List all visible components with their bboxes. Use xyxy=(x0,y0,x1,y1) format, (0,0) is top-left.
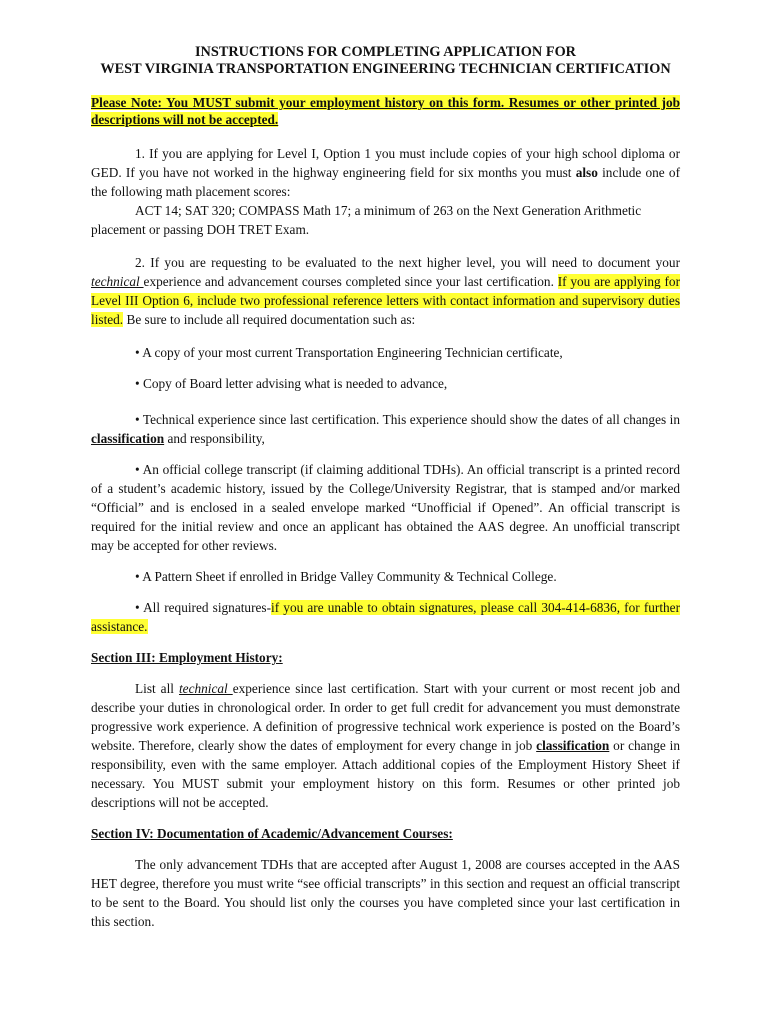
bullet-6-text-a: • All required signatures- xyxy=(135,600,272,615)
item-1-scores-cont: placement or passing DOH TRET Exam. xyxy=(91,222,310,237)
section-3-text-c: or change in responsibility, even with the same employer. Attach additional copies of the Employment History Sheet if necessary. You MUST submit your employment history on this form. Resumes or other printed job descriptions will not be accepted. xyxy=(91,738,681,810)
bullet-technical-experience xyxy=(91,410,680,448)
item-2-text-b: experience and advancement courses completed since your last certification. xyxy=(143,274,558,289)
bullet-college-transcript: • An official college transcript (if claiming additional TDHs). An official transcript is a printed record of a student’s academic history, issued by the College/University Registrar, that is stamped and/or marked “Official” and is enclosed in a sealed envelope marked “Unofficial if Opened”. An official transcript is required for the initial review and once an applicant has obtained the AAS degree. An unofficial transcript may be accepted for other reviews. xyxy=(91,462,680,553)
item-1-paragraph xyxy=(91,144,680,201)
bullet-certificate: • A copy of your most current Transportation Engineering Technician certificate, xyxy=(135,345,563,360)
section-3-technical: technical xyxy=(178,681,233,696)
item-1-text-a: 1. If you are applying for Level I, Option 1 you must include copies of your high school diploma or GED. If you have not worked in the highway engineering field for six months you must xyxy=(91,146,680,180)
item-1-also: also xyxy=(575,165,598,180)
item-2-paragraph xyxy=(91,253,680,329)
bullet-6-highlight: if you are unable to obtain signatures, please call 304-414-6836, for further assistance. xyxy=(91,600,680,634)
item-2-text-c: Be sure to include all required documentation such as: xyxy=(123,312,416,327)
item-1-text-b: include one of the following math placement scores: xyxy=(91,165,680,199)
item-2-technical: technical xyxy=(91,274,144,289)
title-line-1: INSTRUCTIONS FOR COMPLETING APPLICATION FOR xyxy=(194,44,577,60)
bullet-3-text-b: and responsibility, xyxy=(164,431,265,446)
item-2-highlight: If you are applying for Level III Option 6, include two professional reference letters with contact information and supervisory duties listed. xyxy=(91,274,680,327)
bullet-signatures xyxy=(91,598,680,636)
section-3-paragraph xyxy=(91,679,680,812)
document-title xyxy=(61,44,710,78)
bullet-pattern-sheet: • A Pattern Sheet if enrolled in Bridge Valley Community & Technical College. xyxy=(135,569,557,584)
bullet-3-text-a: • Technical experience since last certification. This experience should show the dates of all changes in xyxy=(135,412,680,427)
bullet-3-classification: classification xyxy=(91,431,165,446)
document-page xyxy=(91,44,680,931)
please-note-text: Please Note: You MUST submit your employment history on this form. Resumes or other printed job descriptions will not be accepted. xyxy=(91,95,680,127)
item-1-scores: ACT 14; SAT 320; COMPASS Math 17; a minimum of 263 on the Next Generation Arithmetic xyxy=(135,203,642,218)
bullet-board-letter: • Copy of Board letter advising what is needed to advance, xyxy=(135,376,448,391)
please-note xyxy=(91,94,680,128)
title-line-2: WEST VIRGINIA TRANSPORTATION ENGINEERING TECHNICIAN CERTIFICATION xyxy=(100,61,671,77)
section-4-paragraph: The only advancement TDHs that are accepted after August 1, 2008 are courses accepted in the AAS HET degree, therefore you must write “see official transcripts” in this section and request an official transcript to be sent to the Board. You should list only the courses you have completed since your last certification in this section. xyxy=(91,857,680,929)
section-3-heading: Section III: Employment History: xyxy=(91,650,283,665)
section-3-text-a: List all xyxy=(135,681,179,696)
section-3-classification: classification xyxy=(536,738,610,753)
section-3-text-b: experience since last certification. Start with your current or most recent job and describe your duties in chronological order. In order to get full credit for advancement you must demonstrate progressive work experience. A definition of progressive technical work experience is posted on the Board’s website. Therefore, clearly show the dates of employment for every change in job xyxy=(91,681,680,753)
section-4-heading: Section IV: Documentation of Academic/Advancement Courses: xyxy=(91,826,453,841)
item-2-text-a: 2. If you are requesting to be evaluated to the next higher level, you will need to document your xyxy=(135,255,680,270)
